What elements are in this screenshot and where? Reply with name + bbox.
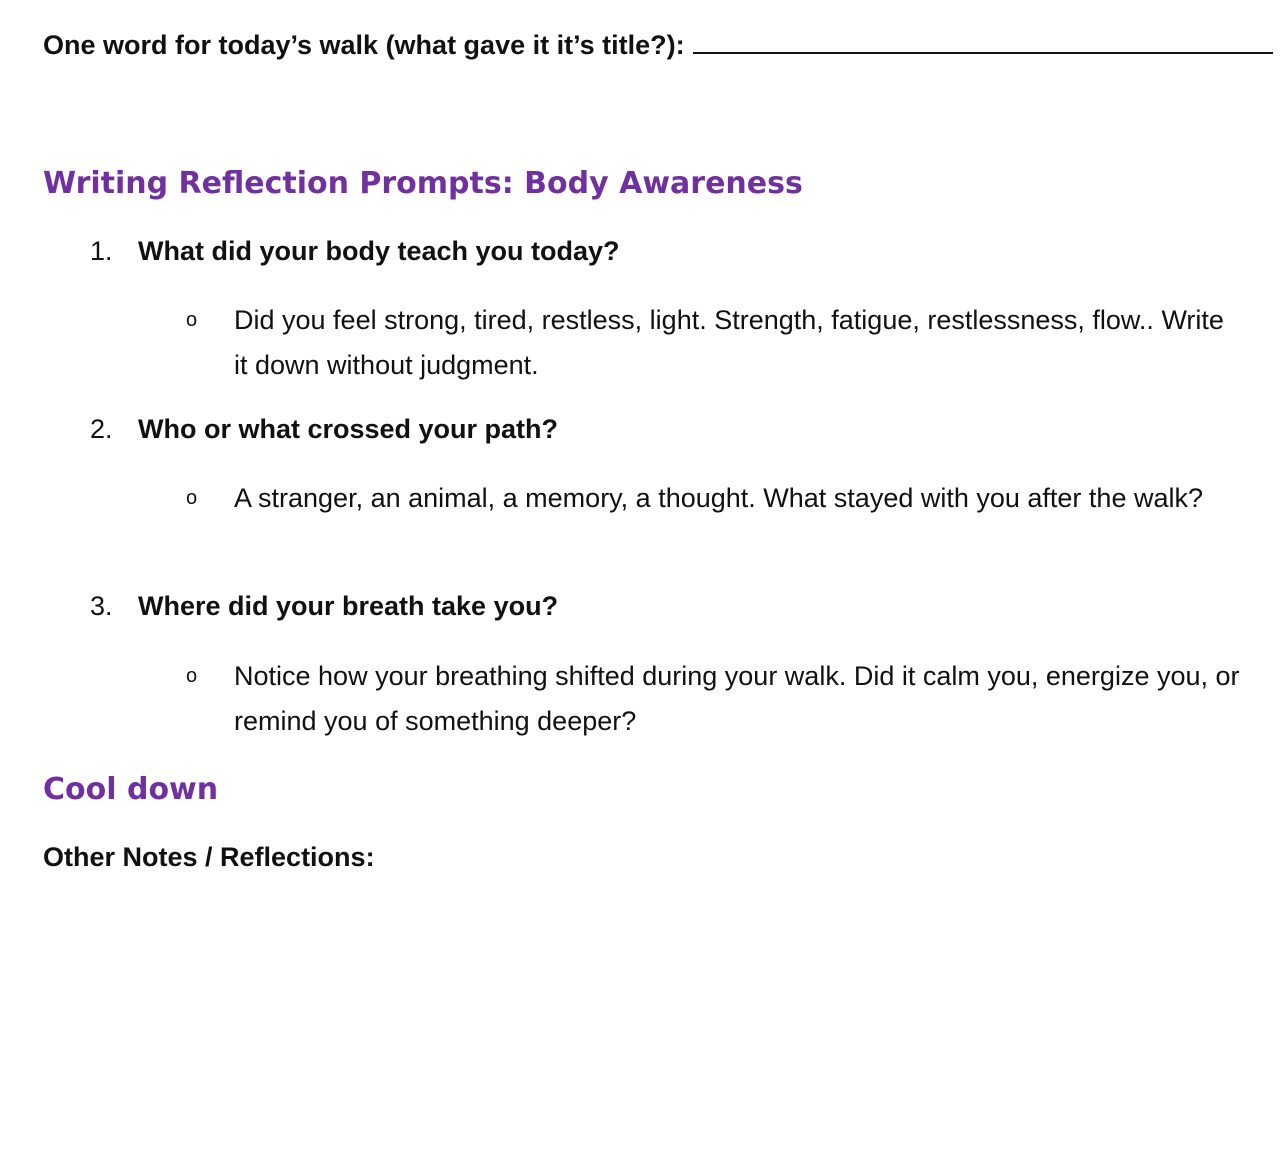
prompt-question-2 [90,414,558,445]
prompt-question-text: What did your body teach you today? [138,236,620,266]
hollow-bullet-icon: o [186,487,198,509]
section-heading: Writing Reflection Prompts: Body Awareness [43,166,803,201]
prompt-number: 3. [90,591,113,621]
prompt-question-text: Who or what crossed your path? [138,414,559,444]
prompt-question-3 [90,591,558,622]
prompt-detail-2 [186,476,1246,566]
cool-down-heading: Cool down [43,772,219,807]
notes-label: Other Notes / Reflections: [43,842,375,872]
prompt-number: 1. [90,236,113,266]
hollow-bullet-icon: o [186,665,198,687]
prompt-detail-3 [186,654,1246,744]
title-prompt-line [43,30,1273,61]
title-answer-blank[interactable] [693,30,1273,54]
title-prompt-label: One word for today’s walk (what gave it it’s title?): [43,30,685,60]
prompt-number: 2. [90,414,113,444]
prompt-detail-text: A stranger, an animal, a memory, a thought. What stayed with you after the walk? [234,483,1203,513]
hollow-bullet-icon: o [186,309,198,331]
prompt-detail-1 [186,298,1246,388]
prompt-detail-text: Notice how your breathing shifted during your walk. Did it calm you, energize you, or remind you of something deeper? [234,661,1240,736]
prompt-question-1 [90,236,620,267]
prompt-detail-text: Did you feel strong, tired, restless, light. Strength, fatigue, restlessness, flow.. Write it down without judgment. [234,305,1224,380]
prompt-question-text: Where did your breath take you? [138,591,559,621]
